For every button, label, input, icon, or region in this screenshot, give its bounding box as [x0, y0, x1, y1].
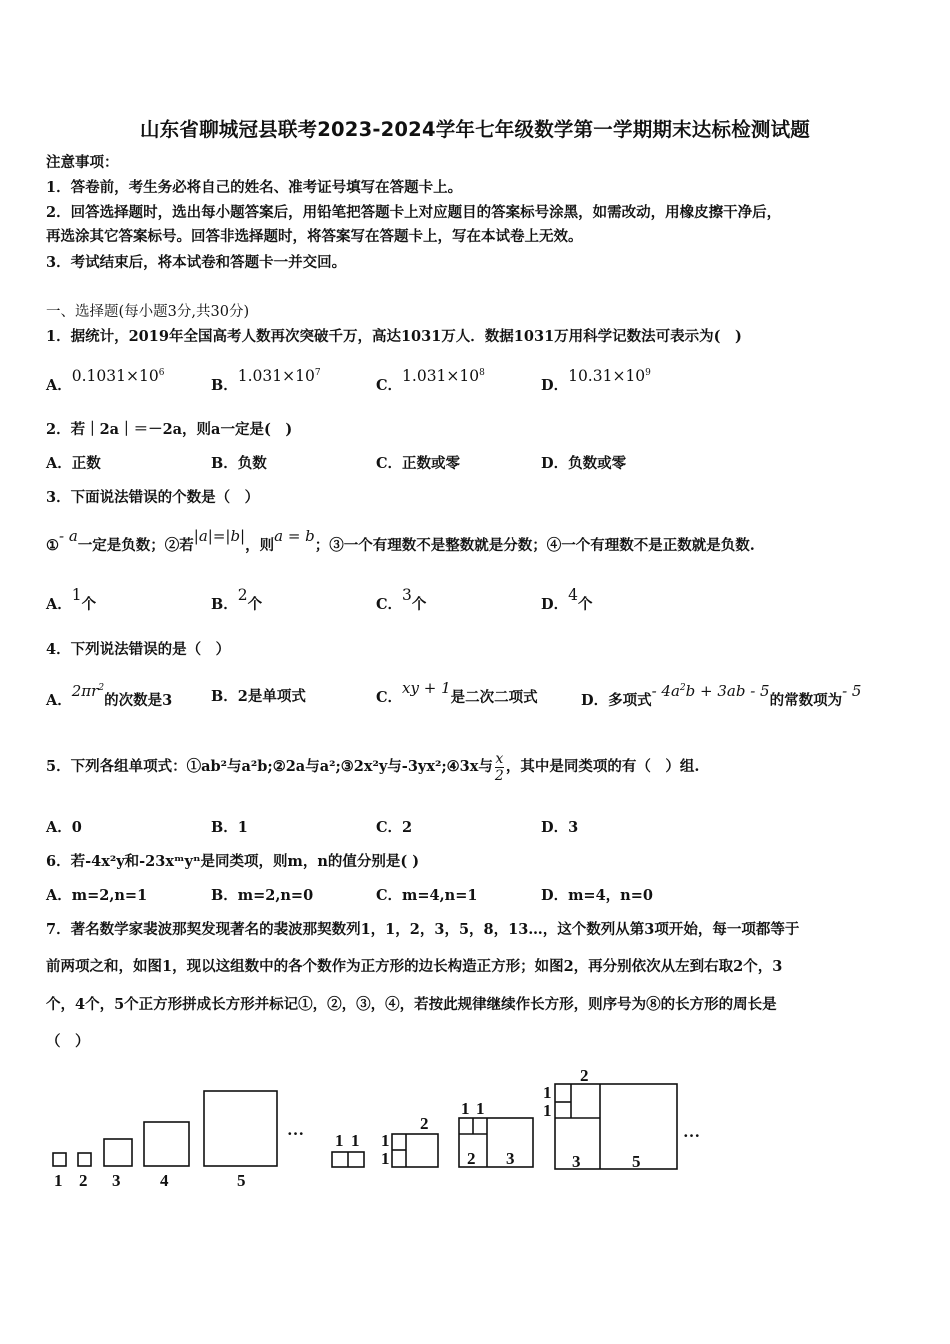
- option-math: $1.031\times 10^8$: [402, 367, 485, 386]
- q5-option-c[interactable]: C．2: [376, 819, 413, 836]
- notice-line-2a: 2．回答选择题时，选出每小题答案后，用铅笔把答题卡上对应题目的答案标号涂黑，如需改动，用橡皮擦干净后，: [46, 204, 782, 221]
- label: 5: [237, 1171, 246, 1190]
- label: 1: [335, 1131, 344, 1150]
- square-3: [104, 1139, 132, 1166]
- option-math: $1.031\times 10^7$: [237, 367, 321, 386]
- label: 1: [543, 1083, 552, 1102]
- option-label: C．: [376, 377, 403, 395]
- q2-option-d[interactable]: D．负数或零: [541, 455, 627, 472]
- notice-heading: 注意事项：: [46, 154, 119, 171]
- q3-option-a[interactable]: A．1个: [46, 586, 97, 613]
- q1-option-c[interactable]: [376, 367, 485, 396]
- notice-line-3: 3．考试结束后，将本试卷和答题卡一并交回。: [46, 254, 347, 271]
- q5-option-d[interactable]: D．3: [541, 819, 579, 836]
- q4-stem: 4．下列说法错误的是（ ）: [46, 641, 231, 658]
- square-5: [204, 1091, 277, 1166]
- ellipsis: …: [683, 1122, 700, 1141]
- option-math: $2\pi r^2$: [71, 682, 105, 700]
- notice-line-2b: 再选涂其它答案标号。回答非选择题时，将答案写在答题卡上，写在本试卷上无效。: [46, 228, 583, 245]
- notice-line-1: 1．答卷前，考生务必将自己的姓名、准考证号填写在答题卡上。: [46, 179, 463, 196]
- fraction-x-over-2: $\frac{x}{2}$: [494, 750, 504, 784]
- q3-option-b[interactable]: B．2个: [211, 586, 263, 613]
- fibonacci-figure: [0, 1060, 950, 1200]
- option-label: B．: [211, 377, 238, 395]
- label: 2: [420, 1114, 429, 1133]
- q7-line-1: 7．著名数学家裴波那契发现著名的裴波那契数列1，1，2，3，5，8，13…，这个数列从第3项开始，每一项都等于: [46, 921, 800, 938]
- q6-option-c[interactable]: C．m=4,n=1: [376, 887, 478, 904]
- label: 4: [160, 1171, 169, 1190]
- q3-option-c[interactable]: C．3个: [376, 586, 427, 613]
- math-neg-a: - a: [59, 527, 78, 545]
- q1-option-b[interactable]: [211, 367, 321, 396]
- label: 1: [543, 1101, 552, 1120]
- q6-option-b[interactable]: B．m=2,n=0: [211, 887, 314, 904]
- q5-stem: 5．下列各组单项式：①ab²与a²b;②2a与a²;③2x²y与-3yx²;④3x与 $\frac{x}{2}$ ，其中是同类项的有（ ）组.: [46, 750, 700, 784]
- q6-option-d[interactable]: D．m=4，n=0: [541, 887, 653, 904]
- label: 1: [351, 1131, 360, 1150]
- math-a-eq-b: a = b: [274, 527, 315, 545]
- label: 2: [79, 1171, 88, 1190]
- label: 1: [381, 1131, 390, 1150]
- q5-option-a[interactable]: A．0: [46, 819, 82, 836]
- q7-line-2: 前两项之和，如图1，现以这组数中的各个数作为正方形的边长构造正方形；如图2，再分别依次从左到右取2个，3: [46, 958, 783, 975]
- q7-line-3: 个，4个，5个正方形拼成长方形并标记①，②，③，④，若按此规律继续作长方形，则序号为⑧的长方形的周长是: [46, 996, 777, 1013]
- option-math: $10.31\times 10^9$: [568, 367, 651, 386]
- q3-statements: ①- a一定是负数；②若|a|=|b|，则a = b；③一个有理数不是整数就是分数；④一个有理数不是正数就是负数.: [46, 527, 755, 554]
- label: 2: [467, 1149, 476, 1168]
- label: 1: [461, 1099, 470, 1118]
- q6-option-a[interactable]: A．m=2,n=1: [46, 887, 148, 904]
- q5-option-b[interactable]: B．1: [211, 819, 248, 836]
- label: 3: [572, 1152, 581, 1171]
- q4-option-d[interactable]: D．多项式- $4a^2b + 3ab - 5$的常数项为- 5: [581, 682, 862, 709]
- page-title: 山东省聊城冠县联考2023-2024学年七年级数学第一学期期末达标检测试题: [139, 118, 811, 141]
- section-heading: 一、选择题(每小题3分,共30分): [46, 304, 250, 320]
- square-4: [144, 1122, 189, 1166]
- q2-option-c[interactable]: C．正数或零: [376, 455, 461, 472]
- option-math: $0.1031\times 10^6$: [71, 367, 165, 386]
- q3-stem: 3．下面说法错误的个数是（ ）: [46, 489, 260, 506]
- q6-stem: 6．若-4x²y和-23xᵐyⁿ是同类项，则m，n的值分别是( ): [46, 853, 420, 870]
- q1-stem: 1．据统计，2019年全国高考人数再次突破千万，高达1031万人．数据1031万用科学记数法可表示为( ): [46, 328, 742, 345]
- label: 3: [112, 1171, 121, 1190]
- option-label: A．: [46, 377, 72, 395]
- square-1: [53, 1153, 66, 1166]
- label: 3: [506, 1149, 515, 1168]
- q7-line-4: （ ）: [46, 1033, 90, 1050]
- q3-option-d[interactable]: D．4个: [541, 586, 593, 613]
- q4-option-c[interactable]: C．xy + 1是二次二项式: [376, 679, 538, 706]
- label: 2: [580, 1066, 589, 1085]
- q2-option-a[interactable]: A．正数: [46, 455, 101, 472]
- label: 5: [632, 1152, 641, 1171]
- q1-option-a[interactable]: [46, 367, 165, 396]
- label: 1: [54, 1171, 63, 1190]
- square-2: [78, 1153, 91, 1166]
- q2-stem: 2．若｜2a｜＝－2a，则a一定是( ): [46, 421, 293, 438]
- q1-option-d[interactable]: [541, 367, 651, 396]
- ellipsis: …: [287, 1120, 304, 1139]
- math-abs-eq: |a|=|b|: [193, 527, 246, 545]
- q4-option-b[interactable]: B．2是单项式: [211, 688, 306, 705]
- option-label: D．: [541, 377, 569, 395]
- label: 1: [381, 1149, 390, 1168]
- label: 1: [476, 1099, 485, 1118]
- q4-option-a[interactable]: A．$2\pi r^2$的次数是3: [46, 682, 173, 709]
- q2-option-b[interactable]: B．负数: [211, 455, 267, 472]
